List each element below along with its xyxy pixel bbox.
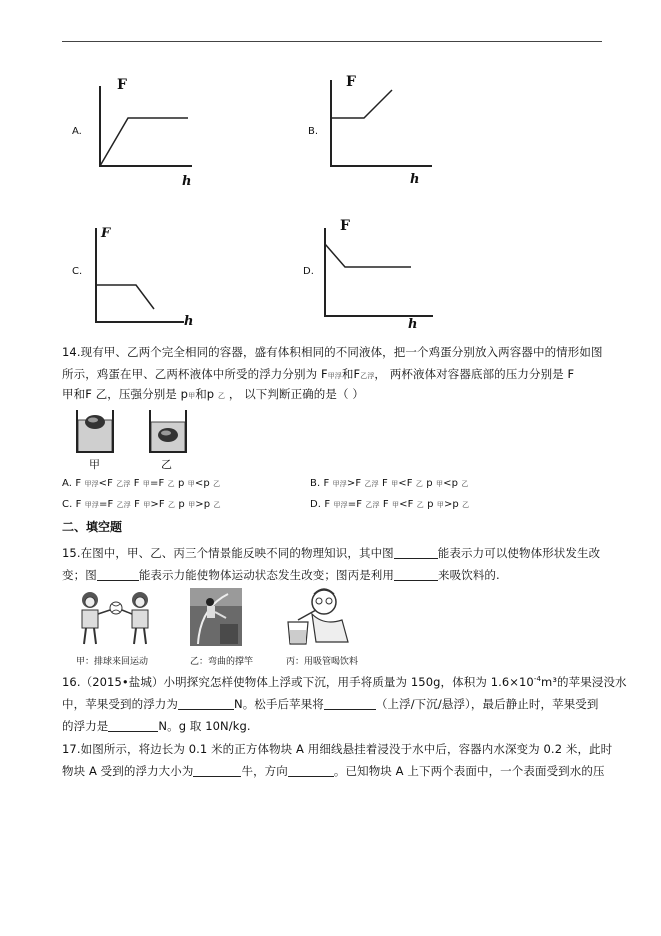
graph-b-h-label: h [410,172,420,187]
beaker-yi [149,408,189,454]
q16-blank-3[interactable] [108,719,158,732]
header-rule [62,41,602,42]
beaker-yi-label: 乙 [161,458,172,471]
q17-line-2: 物块 A 受到的浮力大小为 牛，方向 。已知物块 A 上下两个表面中，一个表面受到水的压 [62,764,605,778]
graph-b-f-label: F [346,74,356,90]
q15-blank-2[interactable] [97,568,139,581]
q17-blank-1[interactable] [193,764,241,777]
pole-vault-picture [190,588,242,646]
caption-jia: 甲：排球来回运动 [76,657,149,667]
q14-line-1: 14.现有甲、乙两个完全相同的容器，盛有体积相同的不同液体，把一个鸡蛋分别放入两容器中的情形如图 [62,345,603,359]
q15-line-1: 15.在图中，甲、乙、丙三个情景能反映不同的物理知识，其中图 能表示力可以使物体形状发生改 [62,546,601,560]
q14-option-b[interactable]: B. F 甲浮>F 乙浮 F 甲<F 乙 p 甲<p 乙 [310,478,469,489]
graph-d-f-label: F [340,218,350,234]
q14-line-3: 甲和F 乙，压强分别是 p甲和p 乙 ， 以下判断正确的是（ ） [62,387,364,401]
q16-line-3: 的浮力是 N。g 取 10N/kg. [62,719,251,733]
straw-drink-picture [286,586,356,648]
q16-line-1: 16.（2015•盐城）小明探究怎样使物体上浮或下沉，用手将质量为 150g，体积为 $1.6\times 10^{-4}m^3$的苹果浸没水 [62,675,627,689]
graph-c-f-label: F [101,226,111,241]
beaker-jia [76,408,116,454]
graph-c-h-label: h [184,314,194,329]
option-b-label: B. [308,126,319,137]
q17-blank-2[interactable] [288,764,334,777]
q16-blank-2[interactable] [324,697,376,710]
q17-line-1: 17.如图所示，将边长为 0.1 米的正方体物块 A 用细线悬挂着浸没于水中后，容器内水深变为 0.2 米，此时 [62,742,613,756]
q14-option-d[interactable]: D. F 甲浮=F 乙浮 F 甲<F 乙 p 甲>p 乙 [310,499,470,510]
option-c-label: C. [72,266,83,277]
q16-blank-1[interactable] [178,697,234,710]
graph-a [94,86,194,172]
q14-option-a[interactable]: A. F 甲浮<F 乙浮 F 甲=F 乙 p 甲<p 乙 [62,478,221,489]
beaker-jia-label: 甲 [89,458,100,471]
section-heading: 二、填空题 [62,520,123,534]
q14-line-2: 所示，鸡蛋在甲、乙两杯液体中所受的浮力分别为 F甲浮和F乙浮， 两杯液体对容器底部的压力分别是 F [62,367,575,381]
graph-d [319,228,437,320]
q15-blank-3[interactable] [394,568,438,581]
q14-option-c[interactable]: C. F 甲浮=F 乙浮 F 甲>F 乙 p 甲>p 乙 [62,499,221,510]
volleyball-picture [66,588,162,648]
graph-b [326,80,436,170]
option-a-label: A. [72,126,82,137]
caption-yi: 乙：弯曲的撑竿 [190,657,254,667]
q15-blank-1[interactable] [394,546,438,559]
q15-line-2: 变；图 能表示力能使物体运动状态发生改变；图丙是利用 来吸饮料的. [62,568,500,582]
graph-a-h-label: h [182,174,192,189]
option-d-label: D. [303,266,314,277]
q16-line-2: 中，苹果受到的浮力为 N。松手后苹果将 （上浮/下沉/悬浮），最后静止时，苹果受到 [62,697,599,711]
graph-d-h-label: h [408,317,418,332]
caption-bing: 丙：用吸管喝饮料 [286,657,359,667]
graph-c [90,228,186,328]
graph-a-f-label: F [117,77,127,93]
